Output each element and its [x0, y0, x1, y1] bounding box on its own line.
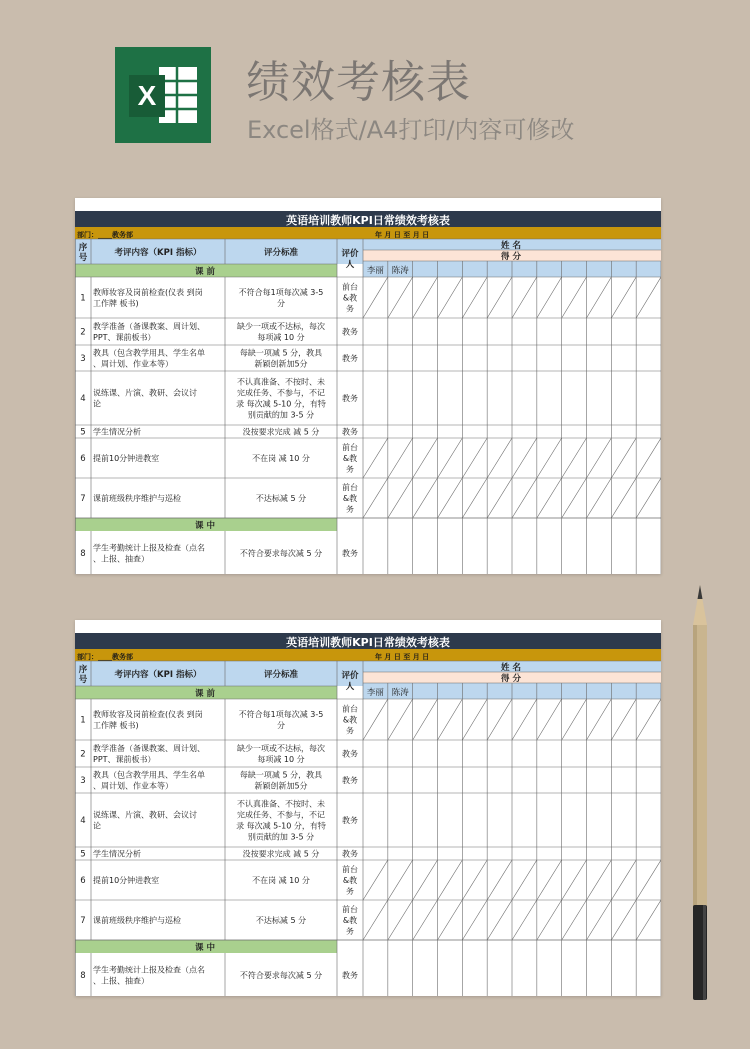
- evaluator-text: &教: [342, 293, 358, 303]
- score-slash: [388, 438, 413, 478]
- evaluator-text: &教: [342, 454, 358, 463]
- evaluator-text: 教务: [342, 749, 358, 759]
- score-slash: [388, 860, 413, 900]
- evaluator-text: 教务: [342, 971, 358, 980]
- kpi-text: 提前10分钟进教室: [93, 876, 160, 885]
- evaluator-text: 务: [346, 887, 354, 896]
- score-slash: [562, 277, 587, 318]
- row-number: 4: [80, 394, 86, 404]
- col-eval-header: 人: [345, 682, 355, 692]
- standard-text: 完成任务、不参与，不记: [237, 810, 325, 820]
- score-slash: [562, 860, 587, 900]
- standard-text: 不在岗 减 10 分: [252, 454, 310, 463]
- score-slash: [438, 478, 463, 518]
- evaluator-text: 教务: [342, 394, 358, 403]
- row-number: 5: [80, 427, 86, 438]
- dept-bar: [75, 227, 661, 239]
- score-slash: [462, 900, 487, 940]
- kpi-text: 课前班级秩序维护与巡检: [93, 494, 181, 503]
- evaluator-text: 教务: [342, 816, 358, 825]
- row-number: 3: [80, 776, 86, 786]
- kpi-text: 论: [93, 399, 101, 409]
- score-slash: [462, 699, 487, 740]
- evaluator-text: &教: [342, 916, 358, 925]
- col-no-header: 号: [78, 253, 88, 263]
- col-kpi-header: 考评内容（KPI 指标）: [114, 670, 202, 680]
- kpi-text: 论: [93, 821, 101, 831]
- evaluator-text: 教务: [342, 327, 358, 337]
- score-slash: [611, 478, 636, 518]
- standard-text: 别贡献的加 3-5 分: [247, 832, 315, 842]
- row-number: 8: [80, 971, 86, 981]
- standard-text: 新颖创新加5分: [254, 359, 308, 369]
- dept-label: 部门：____教务部: [77, 231, 133, 239]
- score-slash: [462, 277, 487, 318]
- page-subtitle: Excel格式/A4打印/内容可修改: [247, 116, 575, 144]
- col-no-header: 序: [78, 243, 88, 253]
- score-slash: [587, 277, 612, 318]
- kpi-text: PPT、课前板书）: [93, 755, 156, 764]
- standard-text: 分: [277, 721, 285, 730]
- standard-text: 完成任务、不参与，不记: [237, 388, 325, 398]
- score-slash: [636, 438, 661, 478]
- score-slash: [512, 438, 537, 478]
- kpi-text: 学生情况分析: [93, 427, 141, 437]
- section-before: 课 前: [195, 689, 215, 699]
- standard-text: 不在岗 减 10 分: [252, 876, 310, 885]
- evaluator-text: &教: [342, 715, 358, 725]
- score-slash: [363, 900, 388, 940]
- score-slash: [512, 277, 537, 318]
- score-slash: [438, 277, 463, 318]
- score-header: 得 分: [501, 674, 521, 684]
- row-number: 6: [80, 876, 86, 886]
- score-slash: [562, 699, 587, 740]
- kpi-text: 说练课、片演、教研、会议讨: [93, 810, 197, 820]
- score-slash: [487, 699, 512, 740]
- standard-text: 不达标减 5 分: [255, 494, 307, 503]
- row-number: 3: [80, 354, 86, 364]
- kpi-text: 教学准备（备课教案、周计划、: [93, 322, 205, 331]
- col-no-header: 序: [78, 665, 88, 675]
- row-number: 7: [80, 494, 86, 504]
- score-slash: [487, 478, 512, 518]
- standard-text: 不符合每1项每次减 3-5: [238, 710, 324, 719]
- standard-text: 缺少一项或不达标，每次: [237, 744, 325, 753]
- score-slash: [512, 699, 537, 740]
- evaluator-text: 务: [346, 726, 354, 736]
- kpi-text: 教具（包含教学用具、学生名单: [93, 770, 205, 780]
- evaluator-text: 前台: [342, 483, 358, 492]
- excel-logo-icon: [115, 47, 211, 143]
- score-slash: [363, 478, 388, 518]
- score-slash: [462, 860, 487, 900]
- sheet-table: [75, 620, 661, 996]
- kpi-text: 学生情况分析: [93, 849, 141, 859]
- col-no-header: 号: [78, 675, 88, 685]
- evaluator-text: &教: [342, 876, 358, 885]
- score-slash: [462, 478, 487, 518]
- sheet-table: [75, 198, 661, 574]
- kpi-text: 工作牌 板书): [93, 721, 139, 730]
- score-slash: [438, 699, 463, 740]
- score-slash: [512, 860, 537, 900]
- section-during: 课 中: [195, 521, 215, 531]
- score-slash: [636, 277, 661, 318]
- score-slash: [363, 277, 388, 318]
- sheet-title: 英语培训教师KPI日常绩效考核表: [286, 214, 450, 227]
- score-slash: [587, 438, 612, 478]
- dept-label: 部门：____教务部: [77, 653, 133, 661]
- kpi-text: 学生考勤统计上报及检查（点名: [93, 543, 205, 553]
- standard-text: 没按要求完成 减 5 分: [242, 849, 320, 859]
- row-number: 2: [80, 327, 86, 338]
- evaluator-text: 教务: [342, 849, 358, 859]
- kpi-text: 工作牌 板书): [93, 299, 139, 308]
- standard-text: 分: [277, 299, 285, 308]
- row-number: 1: [80, 715, 86, 726]
- date-range: 年 月 日 至 月 日: [375, 653, 430, 661]
- row-number: 7: [80, 916, 86, 926]
- col-eval-header: 人: [345, 260, 355, 270]
- score-slash: [413, 277, 438, 318]
- score-slash: [611, 860, 636, 900]
- score-slash: [512, 900, 537, 940]
- kpi-text: 说练课、片演、教研、会议讨: [93, 388, 197, 398]
- standard-text: 不达标减 5 分: [255, 916, 307, 925]
- score-slash: [363, 699, 388, 740]
- standard-text: 不符合要求每次减 5 分: [239, 549, 323, 558]
- score-slash: [363, 860, 388, 900]
- score-slash: [388, 900, 413, 940]
- score-slash: [487, 277, 512, 318]
- evaluator-text: 前台: [342, 865, 358, 874]
- score-slash: [537, 478, 562, 518]
- kpi-text: 教师妆容及岗前检查(仪表 到岗: [93, 710, 203, 719]
- score-slash: [462, 438, 487, 478]
- score-slash: [388, 277, 413, 318]
- person-name: 陈涛: [391, 688, 409, 698]
- col-eval-header: 评价: [341, 249, 359, 259]
- standard-text: 不符合要求每次减 5 分: [239, 971, 323, 980]
- score-slash: [562, 478, 587, 518]
- col-std-header: 评分标准: [263, 248, 299, 258]
- logo-letter: X: [137, 80, 157, 111]
- score-slash: [537, 699, 562, 740]
- score-slash: [388, 699, 413, 740]
- score-slash: [587, 900, 612, 940]
- score-slash: [388, 478, 413, 518]
- score-slash: [587, 860, 612, 900]
- evaluator-text: 教务: [342, 354, 358, 363]
- section-before: 课 前: [195, 267, 215, 277]
- person-name: 李丽: [366, 688, 384, 698]
- kpi-text: PPT、课前板书）: [93, 333, 156, 342]
- pencil-icon: [680, 585, 720, 1009]
- score-slash: [636, 900, 661, 940]
- score-slash: [636, 699, 661, 740]
- standard-text: 新颖创新加5分: [254, 781, 308, 791]
- col-eval-header: 评价: [341, 671, 359, 681]
- col-kpi-header: 考评内容（KPI 指标）: [114, 248, 202, 258]
- score-slash: [363, 438, 388, 478]
- evaluator-text: 务: [346, 505, 354, 514]
- evaluator-text: 务: [346, 465, 354, 474]
- score-slash: [487, 860, 512, 900]
- row-number: 8: [80, 549, 86, 559]
- row-number: 2: [80, 749, 86, 760]
- page-title: 绩效考核表: [246, 57, 471, 108]
- name-header: 姓 名: [501, 663, 521, 673]
- evaluator-text: 前台: [342, 905, 358, 914]
- kpi-text: 、周计划、作业本等）: [93, 359, 173, 369]
- kpi-text: 教师妆容及岗前检查(仪表 到岗: [93, 288, 203, 297]
- score-slash: [512, 478, 537, 518]
- dept-bar: [75, 649, 661, 661]
- kpi-text: 、上报、抽查）: [93, 554, 149, 564]
- row-number: 6: [80, 454, 86, 464]
- score-slash: [438, 900, 463, 940]
- kpi-text: 、上报、抽查）: [93, 976, 149, 986]
- person-name: 李丽: [366, 266, 384, 276]
- row-number: 5: [80, 849, 86, 860]
- score-slash: [611, 438, 636, 478]
- person-name: 陈涛: [391, 266, 409, 276]
- score-slash: [587, 478, 612, 518]
- score-slash: [487, 438, 512, 478]
- standard-text: 不认真准备、不按时、未: [237, 377, 325, 387]
- kpi-text: 学生考勤统计上报及检查（点名: [93, 965, 205, 975]
- score-slash: [562, 900, 587, 940]
- evaluator-text: 教务: [342, 776, 358, 785]
- name-header: 姓 名: [501, 241, 521, 251]
- score-header: 得 分: [501, 252, 521, 262]
- evaluator-text: 务: [346, 927, 354, 936]
- kpi-text: 教学准备（备课教案、周计划、: [93, 744, 205, 753]
- score-slash: [611, 900, 636, 940]
- evaluator-text: 前台: [342, 704, 358, 714]
- standard-text: 别贡献的加 3-5 分: [247, 410, 315, 420]
- standard-text: 录 每次减 5-10 分，有特: [236, 399, 326, 409]
- standard-text: 每缺一项减 5 分，教具: [239, 348, 323, 358]
- score-slash: [562, 438, 587, 478]
- evaluator-text: 前台: [342, 443, 358, 452]
- evaluator-text: 教务: [342, 549, 358, 558]
- row-number: 4: [80, 816, 86, 826]
- score-slash: [413, 699, 438, 740]
- standard-text: 录 每次减 5-10 分，有特: [236, 821, 326, 831]
- score-slash: [587, 699, 612, 740]
- kpi-text: 、周计划、作业本等）: [93, 781, 173, 791]
- score-slash: [537, 860, 562, 900]
- evaluator-text: 务: [346, 304, 354, 314]
- col-std-header: 评分标准: [263, 670, 299, 680]
- score-slash: [487, 900, 512, 940]
- sheet-preview-2: [75, 620, 661, 996]
- score-slash: [537, 438, 562, 478]
- standard-text: 没按要求完成 减 5 分: [242, 427, 320, 437]
- sheet-preview-1: [75, 198, 661, 574]
- score-slash: [636, 860, 661, 900]
- standard-text: 不认真准备、不按时、未: [237, 799, 325, 809]
- standard-text: 每项减 10 分: [257, 333, 305, 342]
- standard-text: 每项减 10 分: [257, 755, 305, 764]
- evaluator-text: 教务: [342, 427, 358, 437]
- score-slash: [636, 478, 661, 518]
- standard-text: 不符合每1项每次减 3-5: [238, 288, 324, 297]
- date-range: 年 月 日 至 月 日: [375, 231, 430, 239]
- evaluator-text: 前台: [342, 282, 358, 292]
- sheet-title: 英语培训教师KPI日常绩效考核表: [286, 636, 450, 649]
- section-during: 课 中: [195, 943, 215, 953]
- score-slash: [413, 438, 438, 478]
- standard-text: 缺少一项或不达标，每次: [237, 322, 325, 331]
- evaluator-text: &教: [342, 494, 358, 503]
- score-slash: [413, 860, 438, 900]
- score-slash: [537, 277, 562, 318]
- score-slash: [611, 277, 636, 318]
- score-slash: [438, 860, 463, 900]
- kpi-text: 提前10分钟进教室: [93, 454, 160, 463]
- kpi-text: 教具（包含教学用具、学生名单: [93, 348, 205, 358]
- score-slash: [537, 900, 562, 940]
- kpi-text: 课前班级秩序维护与巡检: [93, 916, 181, 925]
- standard-text: 每缺一项减 5 分，教具: [239, 770, 323, 780]
- score-slash: [611, 699, 636, 740]
- score-slash: [413, 478, 438, 518]
- score-slash: [438, 438, 463, 478]
- score-slash: [413, 900, 438, 940]
- row-number: 1: [80, 293, 86, 304]
